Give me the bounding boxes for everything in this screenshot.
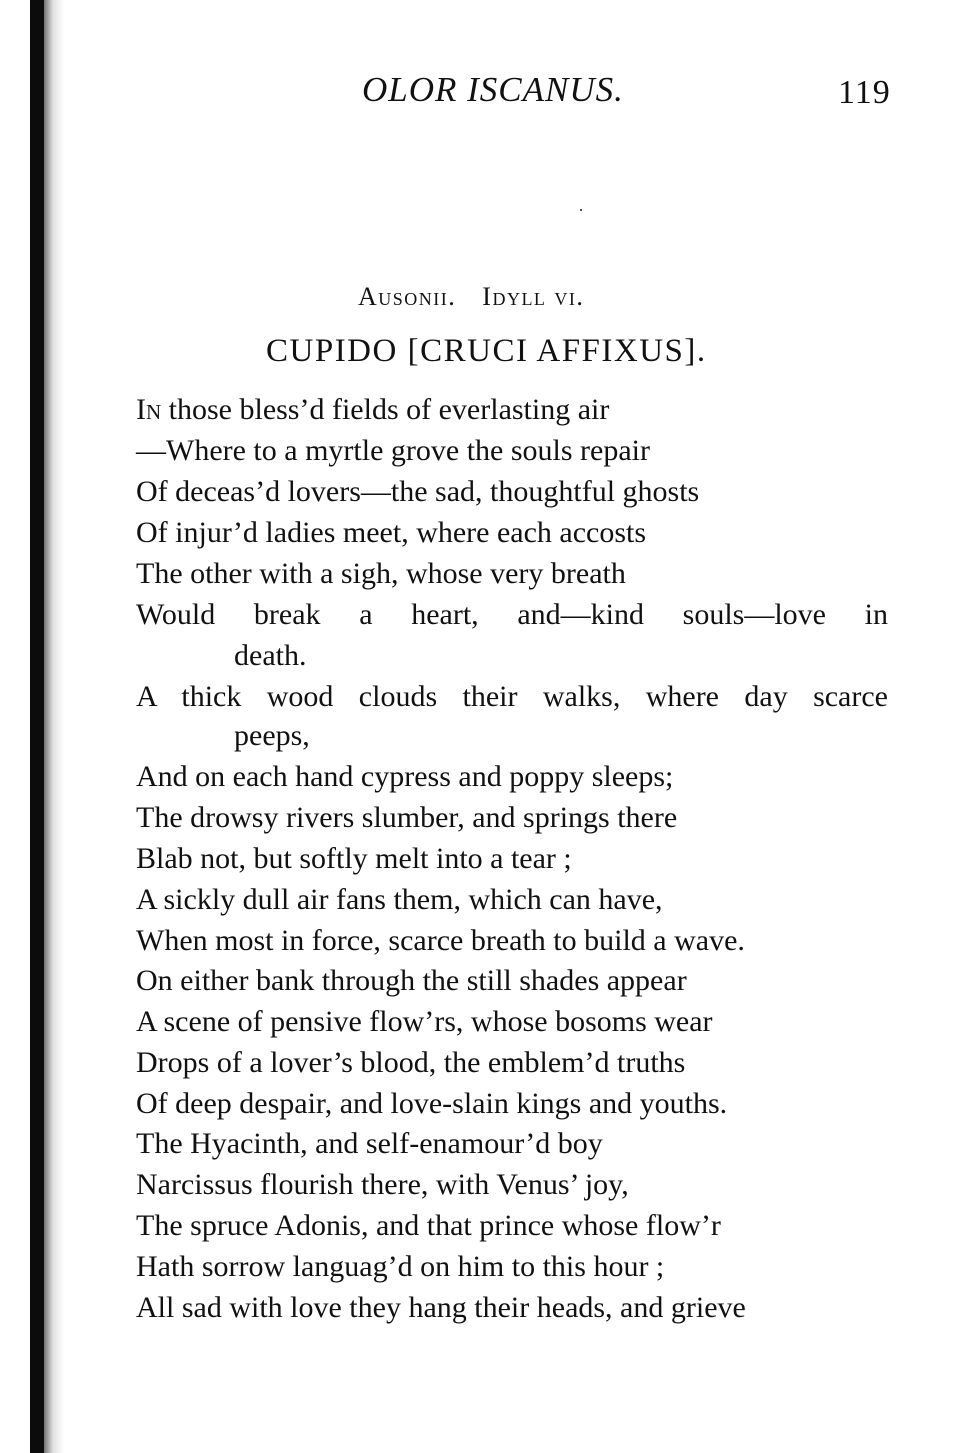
- verse-line: —Where to a myrtle grove the souls repair: [136, 434, 650, 467]
- source-heading: [358, 282, 584, 312]
- verse-line: Blab not, but softly melt into a tear ;: [136, 842, 572, 875]
- verse-line: Of deep despair, and love-slain kings and youths.: [136, 1087, 728, 1120]
- first-line-rest: those bless’d fields of everlasting air: [161, 393, 610, 426]
- verse-line: A sickly dull air fans them, which can have,: [136, 883, 663, 916]
- verse-line: The Hyacinth, and self-enamour’d boy: [136, 1127, 603, 1160]
- verse-turnover: death.: [234, 639, 307, 672]
- verse-line: Of injur’d ladies meet, where each accosts: [136, 516, 647, 549]
- binding-shadow: [44, 0, 64, 1453]
- verse-line: Of deceas’d lovers—the sad, thoughtful ghosts: [136, 475, 700, 508]
- verse-line: Hath sorrow languag’d on him to this hour ;: [136, 1250, 665, 1283]
- source-author: Ausonii.: [358, 282, 457, 311]
- verse-line: On either bank through the still shades appear: [136, 964, 687, 997]
- verse-line: A thick wood clouds their walks, where day scarce: [136, 680, 888, 713]
- verse-line: And on each hand cypress and poppy sleeps;: [136, 760, 674, 793]
- running-title: OLOR ISCANUS.: [362, 70, 624, 109]
- page-number: 119: [838, 74, 891, 111]
- verse-line: Drops of a lover’s blood, the emblem’d truths: [136, 1046, 686, 1079]
- source-work: Idyll vi.: [482, 282, 585, 311]
- first-word: In: [136, 393, 162, 426]
- binding-edge: [30, 0, 44, 1453]
- verse-line: All sad with love they hang their heads, and grieve: [136, 1291, 746, 1324]
- verse-line-1: [136, 390, 888, 430]
- verse-line: The drowsy rivers slumber, and springs there: [136, 801, 678, 834]
- verse-line: A scene of pensive flow’rs, whose bosoms wear: [136, 1005, 713, 1038]
- print-speck: [580, 209, 582, 211]
- verse-line: When most in force, scarce breath to build a wave.: [136, 924, 745, 957]
- verse-line: Narcissus flourish there, with Venus’ joy,: [136, 1168, 629, 1201]
- poem-title: CUPIDO [CRUCI AFFIXUS].: [266, 333, 707, 369]
- verse-line: The spruce Adonis, and that prince whose flow’r: [136, 1209, 721, 1242]
- verse-line: Would break a heart, and—kind souls—love in: [136, 598, 888, 631]
- verse-turnover: peeps,: [234, 719, 310, 752]
- verse-line: The other with a sigh, whose very breath: [136, 557, 626, 590]
